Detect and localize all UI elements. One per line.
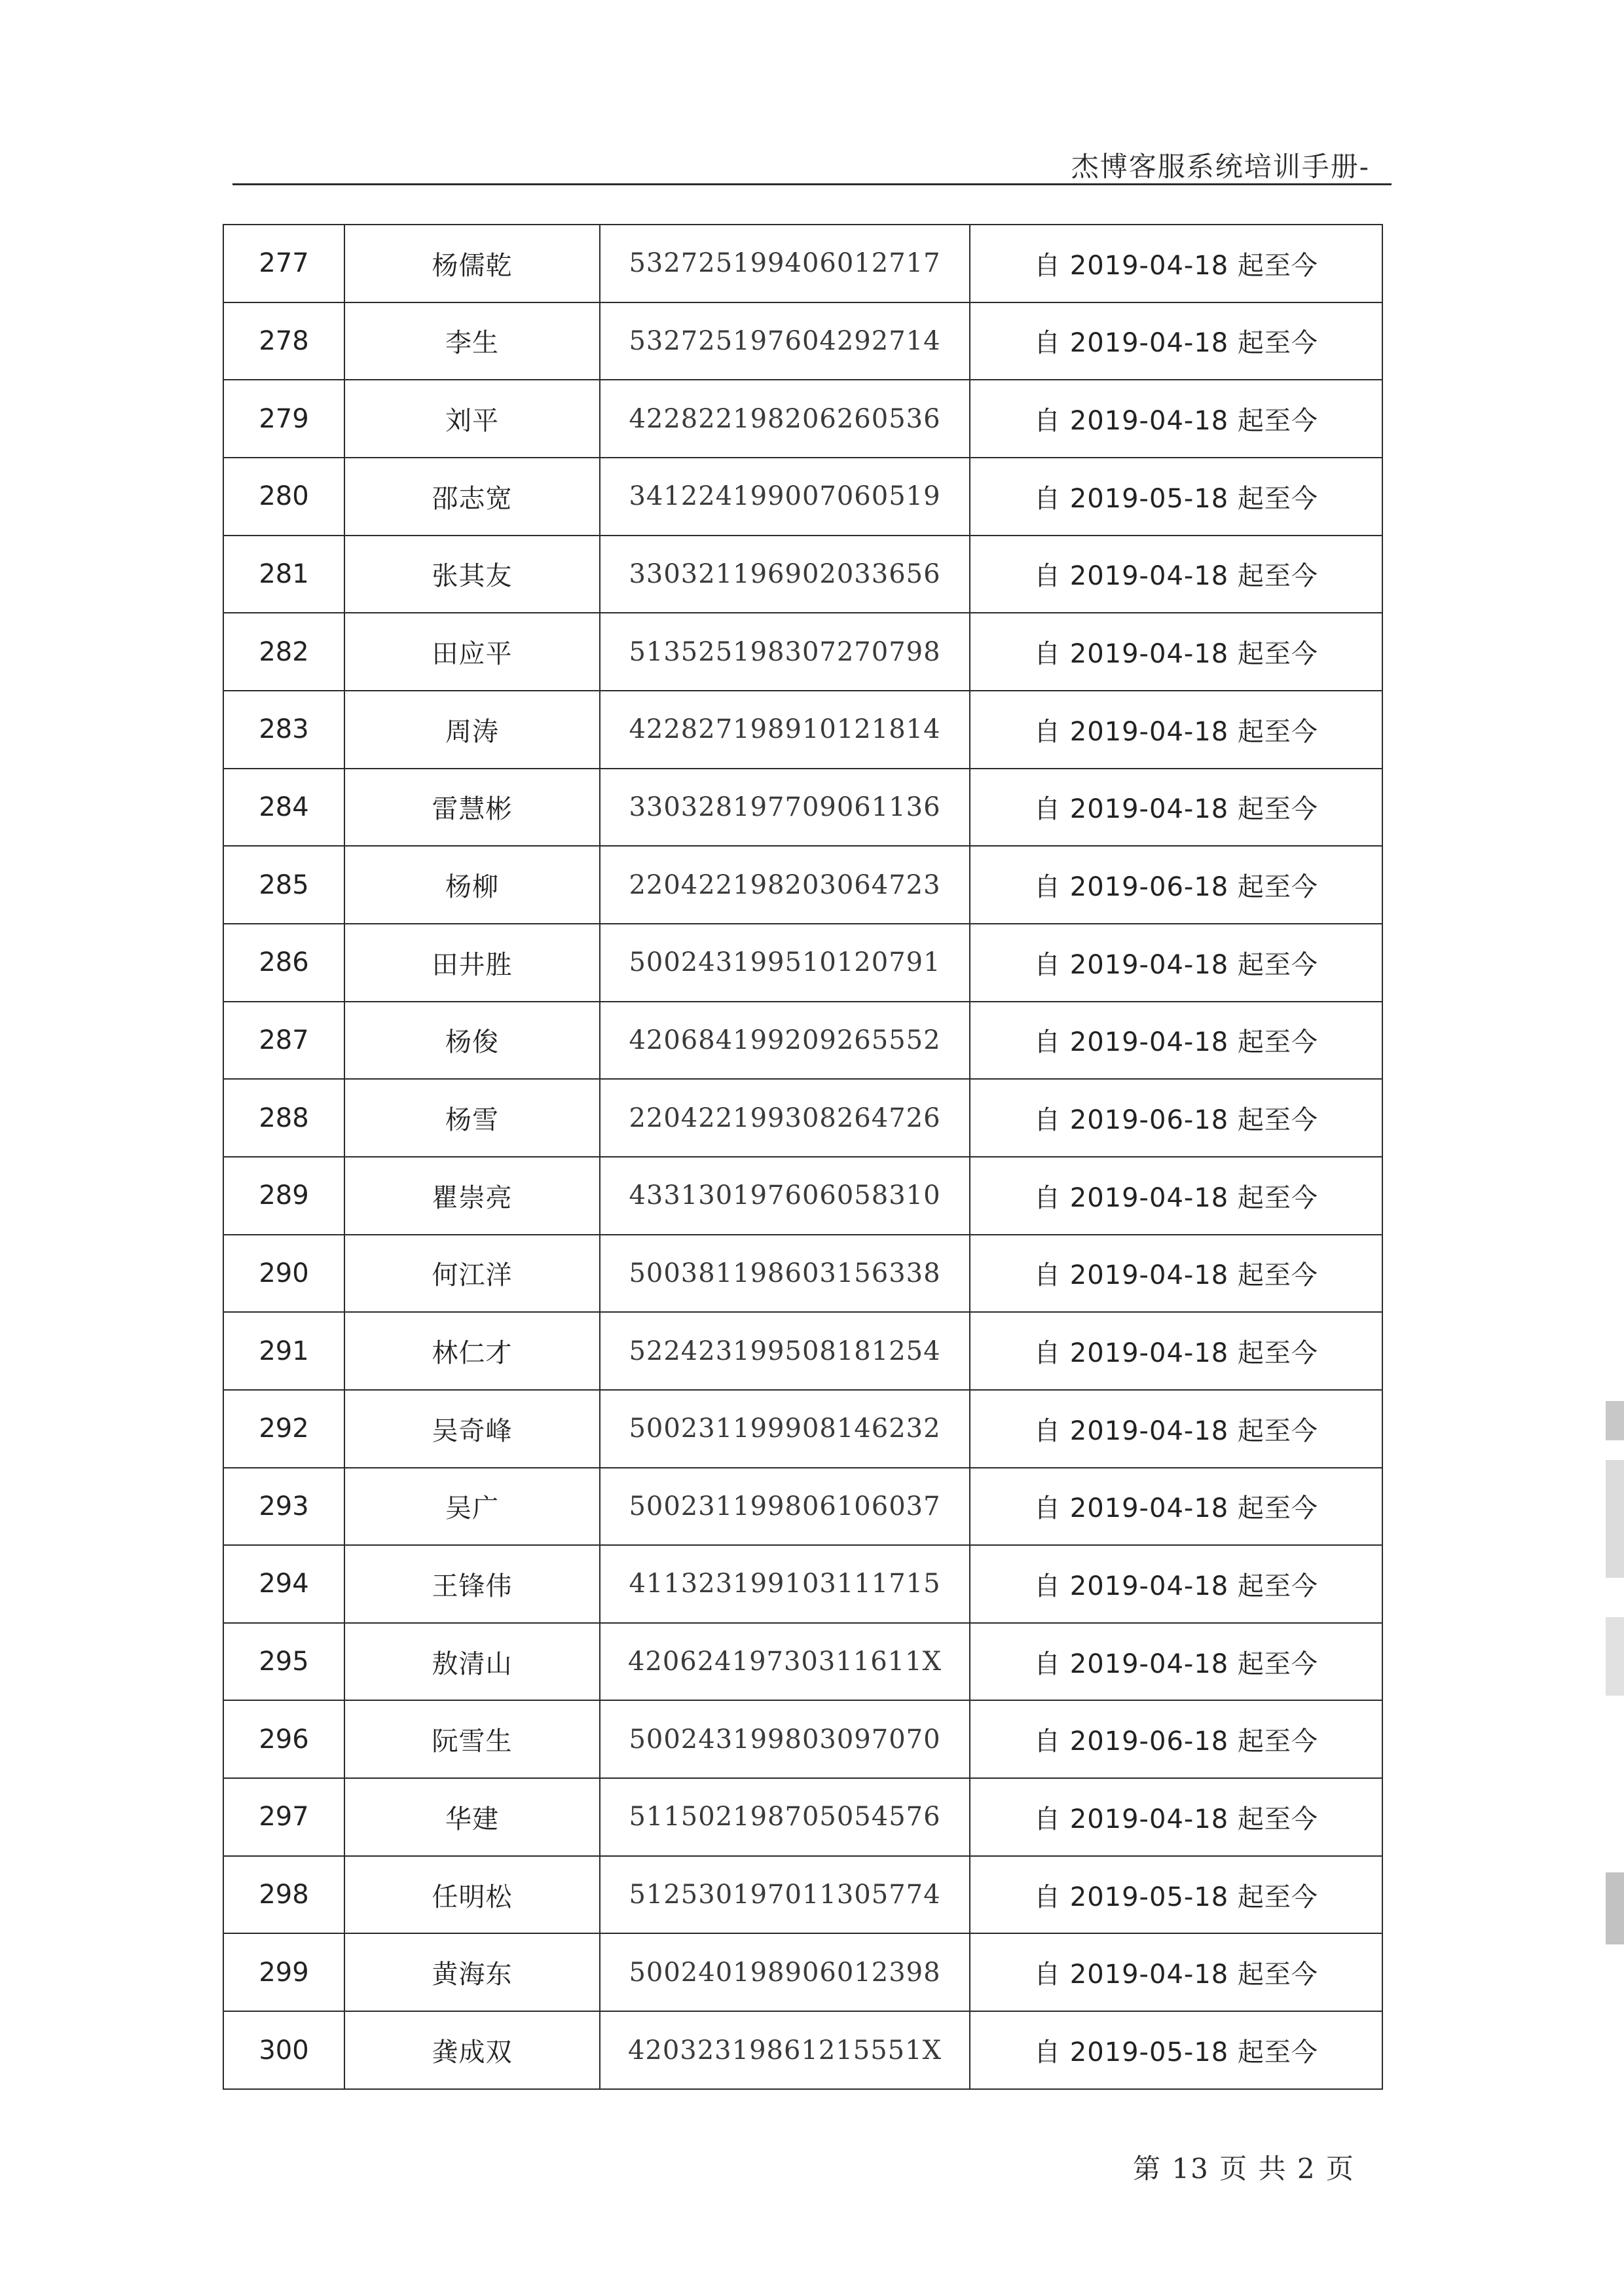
period-cell: 自 2019-04-18 起至今 xyxy=(970,302,1382,380)
row-number-cell: 292 xyxy=(223,1390,344,1468)
row-number-cell: 279 xyxy=(223,380,344,458)
employee-name-cell: 敖清山 xyxy=(344,1623,600,1701)
table-row xyxy=(223,536,1382,613)
row-number-cell: 284 xyxy=(223,769,344,847)
table-row xyxy=(223,458,1382,536)
employee-name-cell: 何江洋 xyxy=(344,1235,600,1313)
period-cell: 自 2019-04-18 起至今 xyxy=(970,1235,1382,1313)
employee-name-cell: 瞿崇亮 xyxy=(344,1157,600,1235)
employee-name-cell: 华建 xyxy=(344,1778,600,1856)
id-number-cell: 532725197604292714 xyxy=(600,302,970,380)
table-row xyxy=(223,613,1382,691)
row-number-cell: 285 xyxy=(223,846,344,924)
table-body xyxy=(223,225,1382,2089)
employee-name-cell: 任明松 xyxy=(344,1856,600,1934)
table-row xyxy=(223,1312,1382,1390)
row-number-cell: 281 xyxy=(223,536,344,613)
period-cell: 自 2019-04-18 起至今 xyxy=(970,1390,1382,1468)
period-cell: 自 2019-04-18 起至今 xyxy=(970,924,1382,1002)
row-number-cell: 300 xyxy=(223,2011,344,2089)
employee-name-cell: 张其友 xyxy=(344,536,600,613)
id-number-cell: 511502198705054576 xyxy=(600,1778,970,1856)
period-cell: 自 2019-04-18 起至今 xyxy=(970,769,1382,847)
row-number-cell: 294 xyxy=(223,1545,344,1623)
period-cell: 自 2019-06-18 起至今 xyxy=(970,1700,1382,1778)
table-row xyxy=(223,691,1382,769)
row-number-cell: 286 xyxy=(223,924,344,1002)
id-number-cell: 513525198307270798 xyxy=(600,613,970,691)
period-cell: 自 2019-04-18 起至今 xyxy=(970,225,1382,302)
period-cell: 自 2019-06-18 起至今 xyxy=(970,1079,1382,1157)
period-cell: 自 2019-04-18 起至今 xyxy=(970,1778,1382,1856)
id-number-cell: 341224199007060519 xyxy=(600,458,970,536)
table-row xyxy=(223,769,1382,847)
table-row xyxy=(223,1390,1382,1468)
employee-name-cell: 黄海东 xyxy=(344,1933,600,2011)
period-cell: 自 2019-04-18 起至今 xyxy=(970,1933,1382,2011)
table-row xyxy=(223,225,1382,302)
table-row xyxy=(223,1778,1382,1856)
scan-edge-mark xyxy=(1606,1617,1624,1696)
id-number-cell: 330328197709061136 xyxy=(600,769,970,847)
row-number-cell: 291 xyxy=(223,1312,344,1390)
employee-name-cell: 周涛 xyxy=(344,691,600,769)
employee-name-cell: 邵志宽 xyxy=(344,458,600,536)
header-divider xyxy=(232,183,1392,185)
table-row xyxy=(223,1079,1382,1157)
id-number-cell: 220422199308264726 xyxy=(600,1079,970,1157)
row-number-cell: 282 xyxy=(223,613,344,691)
scan-edge-mark xyxy=(1606,1401,1624,1440)
table-row xyxy=(223,1235,1382,1313)
period-cell: 自 2019-04-18 起至今 xyxy=(970,536,1382,613)
row-number-cell: 297 xyxy=(223,1778,344,1856)
period-cell: 自 2019-04-18 起至今 xyxy=(970,1157,1382,1235)
employee-name-cell: 林仁才 xyxy=(344,1312,600,1390)
period-cell: 自 2019-04-18 起至今 xyxy=(970,380,1382,458)
row-number-cell: 293 xyxy=(223,1468,344,1546)
row-number-cell: 289 xyxy=(223,1157,344,1235)
employee-name-cell: 杨儒乾 xyxy=(344,225,600,302)
table-row xyxy=(223,846,1382,924)
period-cell: 自 2019-04-18 起至今 xyxy=(970,691,1382,769)
row-number-cell: 290 xyxy=(223,1235,344,1313)
row-number-cell: 278 xyxy=(223,302,344,380)
id-number-cell: 500381198603156338 xyxy=(600,1235,970,1313)
employee-name-cell: 阮雪生 xyxy=(344,1700,600,1778)
row-number-cell: 287 xyxy=(223,1002,344,1080)
employee-name-cell: 雷慧彬 xyxy=(344,769,600,847)
table-row xyxy=(223,1856,1382,1934)
row-number-cell: 296 xyxy=(223,1700,344,1778)
employee-name-cell: 吴广 xyxy=(344,1468,600,1546)
id-number-cell: 512530197011305774 xyxy=(600,1856,970,1934)
employee-name-cell: 田应平 xyxy=(344,613,600,691)
employee-name-cell: 田井胜 xyxy=(344,924,600,1002)
period-cell: 自 2019-05-18 起至今 xyxy=(970,2011,1382,2089)
table-row xyxy=(223,1002,1382,1080)
document-header-title: 杰博客服系统培训手册- xyxy=(1071,151,1370,183)
employee-name-cell: 李生 xyxy=(344,302,600,380)
row-number-cell: 288 xyxy=(223,1079,344,1157)
row-number-cell: 277 xyxy=(223,225,344,302)
employee-name-cell: 杨俊 xyxy=(344,1002,600,1080)
table-row xyxy=(223,1545,1382,1623)
period-cell: 自 2019-04-18 起至今 xyxy=(970,1312,1382,1390)
table-row xyxy=(223,1933,1382,2011)
period-cell: 自 2019-04-18 起至今 xyxy=(970,1623,1382,1701)
id-number-cell: 411323199103111715 xyxy=(600,1545,970,1623)
employee-name-cell: 吴奇峰 xyxy=(344,1390,600,1468)
row-number-cell: 299 xyxy=(223,1933,344,2011)
employee-name-cell: 杨柳 xyxy=(344,846,600,924)
period-cell: 自 2019-04-18 起至今 xyxy=(970,1545,1382,1623)
employee-name-cell: 龚成双 xyxy=(344,2011,600,2089)
table-row xyxy=(223,302,1382,380)
id-number-cell: 42032319861215551X xyxy=(600,2011,970,2089)
table-row xyxy=(223,1700,1382,1778)
id-number-cell: 433130197606058310 xyxy=(600,1157,970,1235)
table-row xyxy=(223,2011,1382,2089)
row-number-cell: 280 xyxy=(223,458,344,536)
id-number-cell: 500243199510120791 xyxy=(600,924,970,1002)
id-number-cell: 220422198203064723 xyxy=(600,846,970,924)
id-number-cell: 522423199508181254 xyxy=(600,1312,970,1390)
id-number-cell: 420684199209265552 xyxy=(600,1002,970,1080)
scan-edge-mark xyxy=(1606,1460,1624,1578)
table-row xyxy=(223,1468,1382,1546)
id-number-cell: 500231199908146232 xyxy=(600,1390,970,1468)
page-number: 第 13 页 共 2 页 xyxy=(1133,2153,1355,2185)
row-number-cell: 298 xyxy=(223,1856,344,1934)
period-cell: 自 2019-06-18 起至今 xyxy=(970,846,1382,924)
id-number-cell: 532725199406012717 xyxy=(600,225,970,302)
employee-name-cell: 王锋伟 xyxy=(344,1545,600,1623)
id-number-cell: 500240198906012398 xyxy=(600,1933,970,2011)
row-number-cell: 295 xyxy=(223,1623,344,1701)
period-cell: 自 2019-05-18 起至今 xyxy=(970,458,1382,536)
id-number-cell: 422827198910121814 xyxy=(600,691,970,769)
id-number-cell: 422822198206260536 xyxy=(600,380,970,458)
employee-record-table xyxy=(223,224,1383,2090)
table-row xyxy=(223,924,1382,1002)
period-cell: 自 2019-04-18 起至今 xyxy=(970,1002,1382,1080)
id-number-cell: 500243199803097070 xyxy=(600,1700,970,1778)
id-number-cell: 330321196902033656 xyxy=(600,536,970,613)
row-number-cell: 283 xyxy=(223,691,344,769)
table-row xyxy=(223,1623,1382,1701)
employee-name-cell: 刘平 xyxy=(344,380,600,458)
scan-edge-mark xyxy=(1606,1872,1624,1944)
table-row xyxy=(223,1157,1382,1235)
id-number-cell: 500231199806106037 xyxy=(600,1468,970,1546)
employee-name-cell: 杨雪 xyxy=(344,1079,600,1157)
period-cell: 自 2019-04-18 起至今 xyxy=(970,1468,1382,1546)
period-cell: 自 2019-05-18 起至今 xyxy=(970,1856,1382,1934)
table-row xyxy=(223,380,1382,458)
period-cell: 自 2019-04-18 起至今 xyxy=(970,613,1382,691)
id-number-cell: 42062419730311611X xyxy=(600,1623,970,1701)
